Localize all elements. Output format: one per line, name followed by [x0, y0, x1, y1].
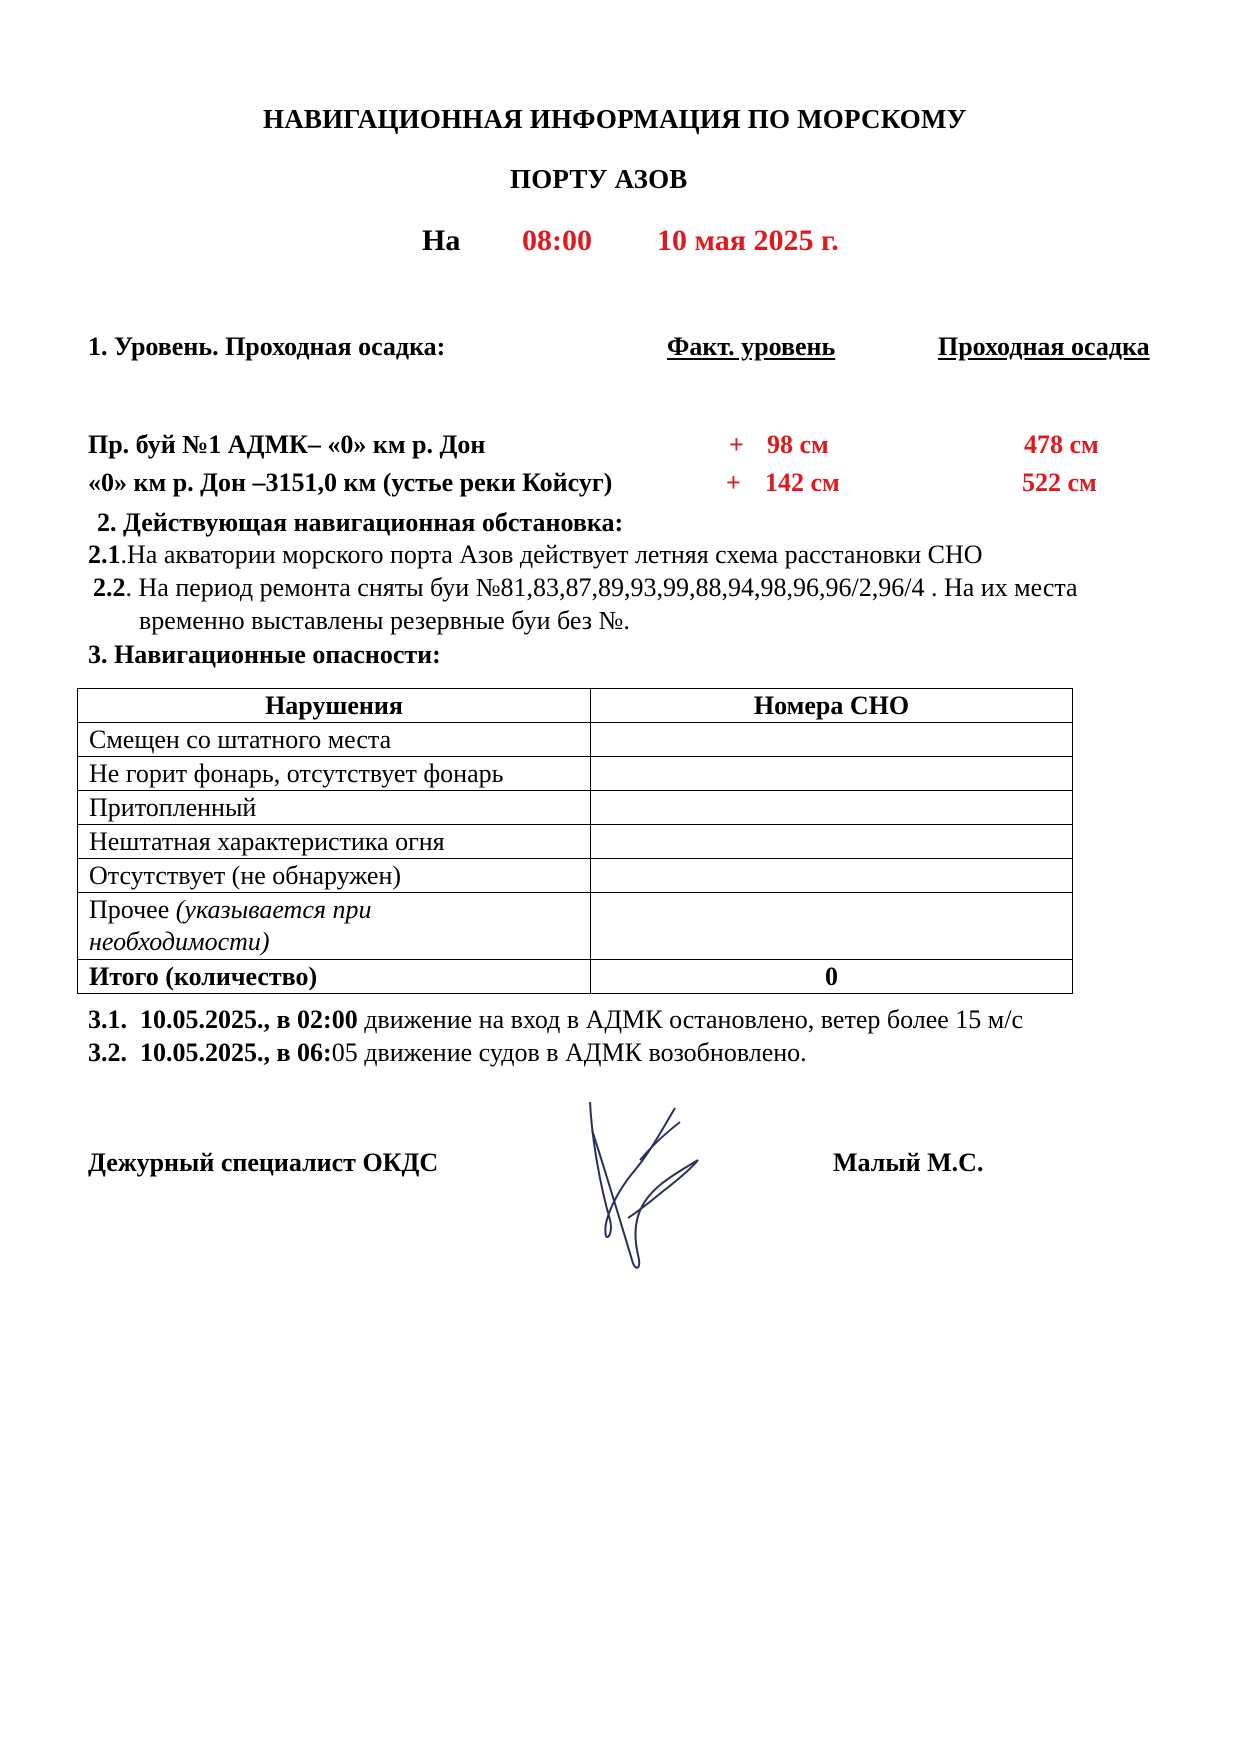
level-row-1-level: 98 см	[767, 430, 829, 459]
table-row	[78, 859, 1073, 893]
other-note-line1: (указывается при	[175, 895, 372, 924]
table-row	[78, 825, 1073, 859]
note-3-1	[88, 1005, 1023, 1035]
report-time: 08:00	[522, 224, 592, 257]
table-row	[78, 757, 1073, 791]
total-value: 0	[591, 960, 1073, 994]
doc-title-line2: ПОРТУ АЗОВ	[510, 164, 688, 194]
hazards-table	[77, 688, 1073, 994]
doc-title-line1: НАВИГАЦИОННАЯ ИНФОРМАЦИЯ ПО МОРСКОМУ	[263, 104, 967, 134]
section2-item2-line2: временно выставлены резервные буи без №.	[139, 606, 630, 635]
other-note-line2: необходимости)	[89, 927, 270, 956]
note-3-2	[88, 1038, 807, 1068]
level-row-1-sign: +	[729, 430, 744, 459]
section2-title: 2. Действующая навигационная обстановка:	[97, 508, 624, 537]
note-3-1-date: 10.05.2025., в 02:00	[140, 1005, 358, 1034]
violation-cell-other	[78, 893, 591, 960]
section2-item1-text: .На акватории морского порта Азов действует летняя схема расстановки СНО	[120, 540, 983, 569]
note-3-1-text: движение на вход в АДМК остановлено, ветер более 15 м/с	[357, 1005, 1024, 1034]
total-label: Итого (количество)	[78, 960, 591, 994]
table-row	[78, 723, 1073, 757]
signer-position: Дежурный специалист ОКДС	[88, 1148, 439, 1177]
signature	[580, 1100, 710, 1275]
col-header-violations: Нарушения	[78, 689, 591, 723]
section2-item2	[93, 573, 1078, 603]
level-row-2-draft: 522 см	[1022, 468, 1097, 497]
level-row-2-sign: +	[726, 468, 741, 497]
numbers-cell	[591, 757, 1073, 791]
level-row-1-draft: 478 см	[1024, 430, 1099, 459]
violation-cell: Притопленный	[78, 791, 591, 825]
report-date: 10 мая 2025 г.	[657, 224, 839, 257]
table-row-other	[78, 893, 1073, 960]
note-3-2-date: 10.05.2025., в 06:	[140, 1038, 332, 1067]
signer-name: Малый М.С.	[833, 1148, 984, 1177]
col-header-level: Факт. уровень	[667, 332, 836, 361]
numbers-cell	[591, 893, 1073, 960]
section2-item2-num: 2.2	[93, 573, 126, 602]
col-header-numbers: Номера СНО	[591, 689, 1073, 723]
section1-title: 1. Уровень. Проходная осадка:	[88, 332, 446, 361]
numbers-cell	[591, 791, 1073, 825]
table-row-total	[78, 960, 1073, 994]
note-3-2-num: 3.2.	[88, 1038, 127, 1067]
violation-cell: Нештатная характеристика огня	[78, 825, 591, 859]
numbers-cell	[591, 825, 1073, 859]
section2-item1	[88, 540, 983, 570]
numbers-cell	[591, 859, 1073, 893]
table-header-row	[78, 689, 1073, 723]
note-3-2-text: 05 движение судов в АДМК возобновлено.	[331, 1038, 807, 1067]
col-header-draft: Проходная осадка	[938, 332, 1150, 361]
violation-cell: Смещен со штатного места	[78, 723, 591, 757]
section3-title: 3. Навигационные опасности:	[88, 640, 441, 669]
level-row-2-level: 142 см	[765, 468, 840, 497]
other-label: Прочее	[89, 895, 176, 924]
section2-item1-num: 2.1	[88, 540, 121, 569]
table-row	[78, 791, 1073, 825]
note-3-1-num: 3.1.	[88, 1005, 127, 1034]
numbers-cell	[591, 723, 1073, 757]
violation-cell: Отсутствует (не обнаружен)	[78, 859, 591, 893]
level-row-1-location: Пр. буй №1 АДМК– «0» км р. Дон	[88, 430, 486, 459]
level-row-2-location: «0» км р. Дон –3151,0 км (устье реки Койсуг)	[88, 468, 613, 497]
section2-item2-line1: . На период ремонта сняты буи №81,83,87,89,93,99,88,94,98,96,96/2,96/4 . На их места	[125, 573, 1078, 602]
violation-cell: Не горит фонарь, отсутствует фонарь	[78, 757, 591, 791]
on-label: На	[422, 224, 461, 257]
